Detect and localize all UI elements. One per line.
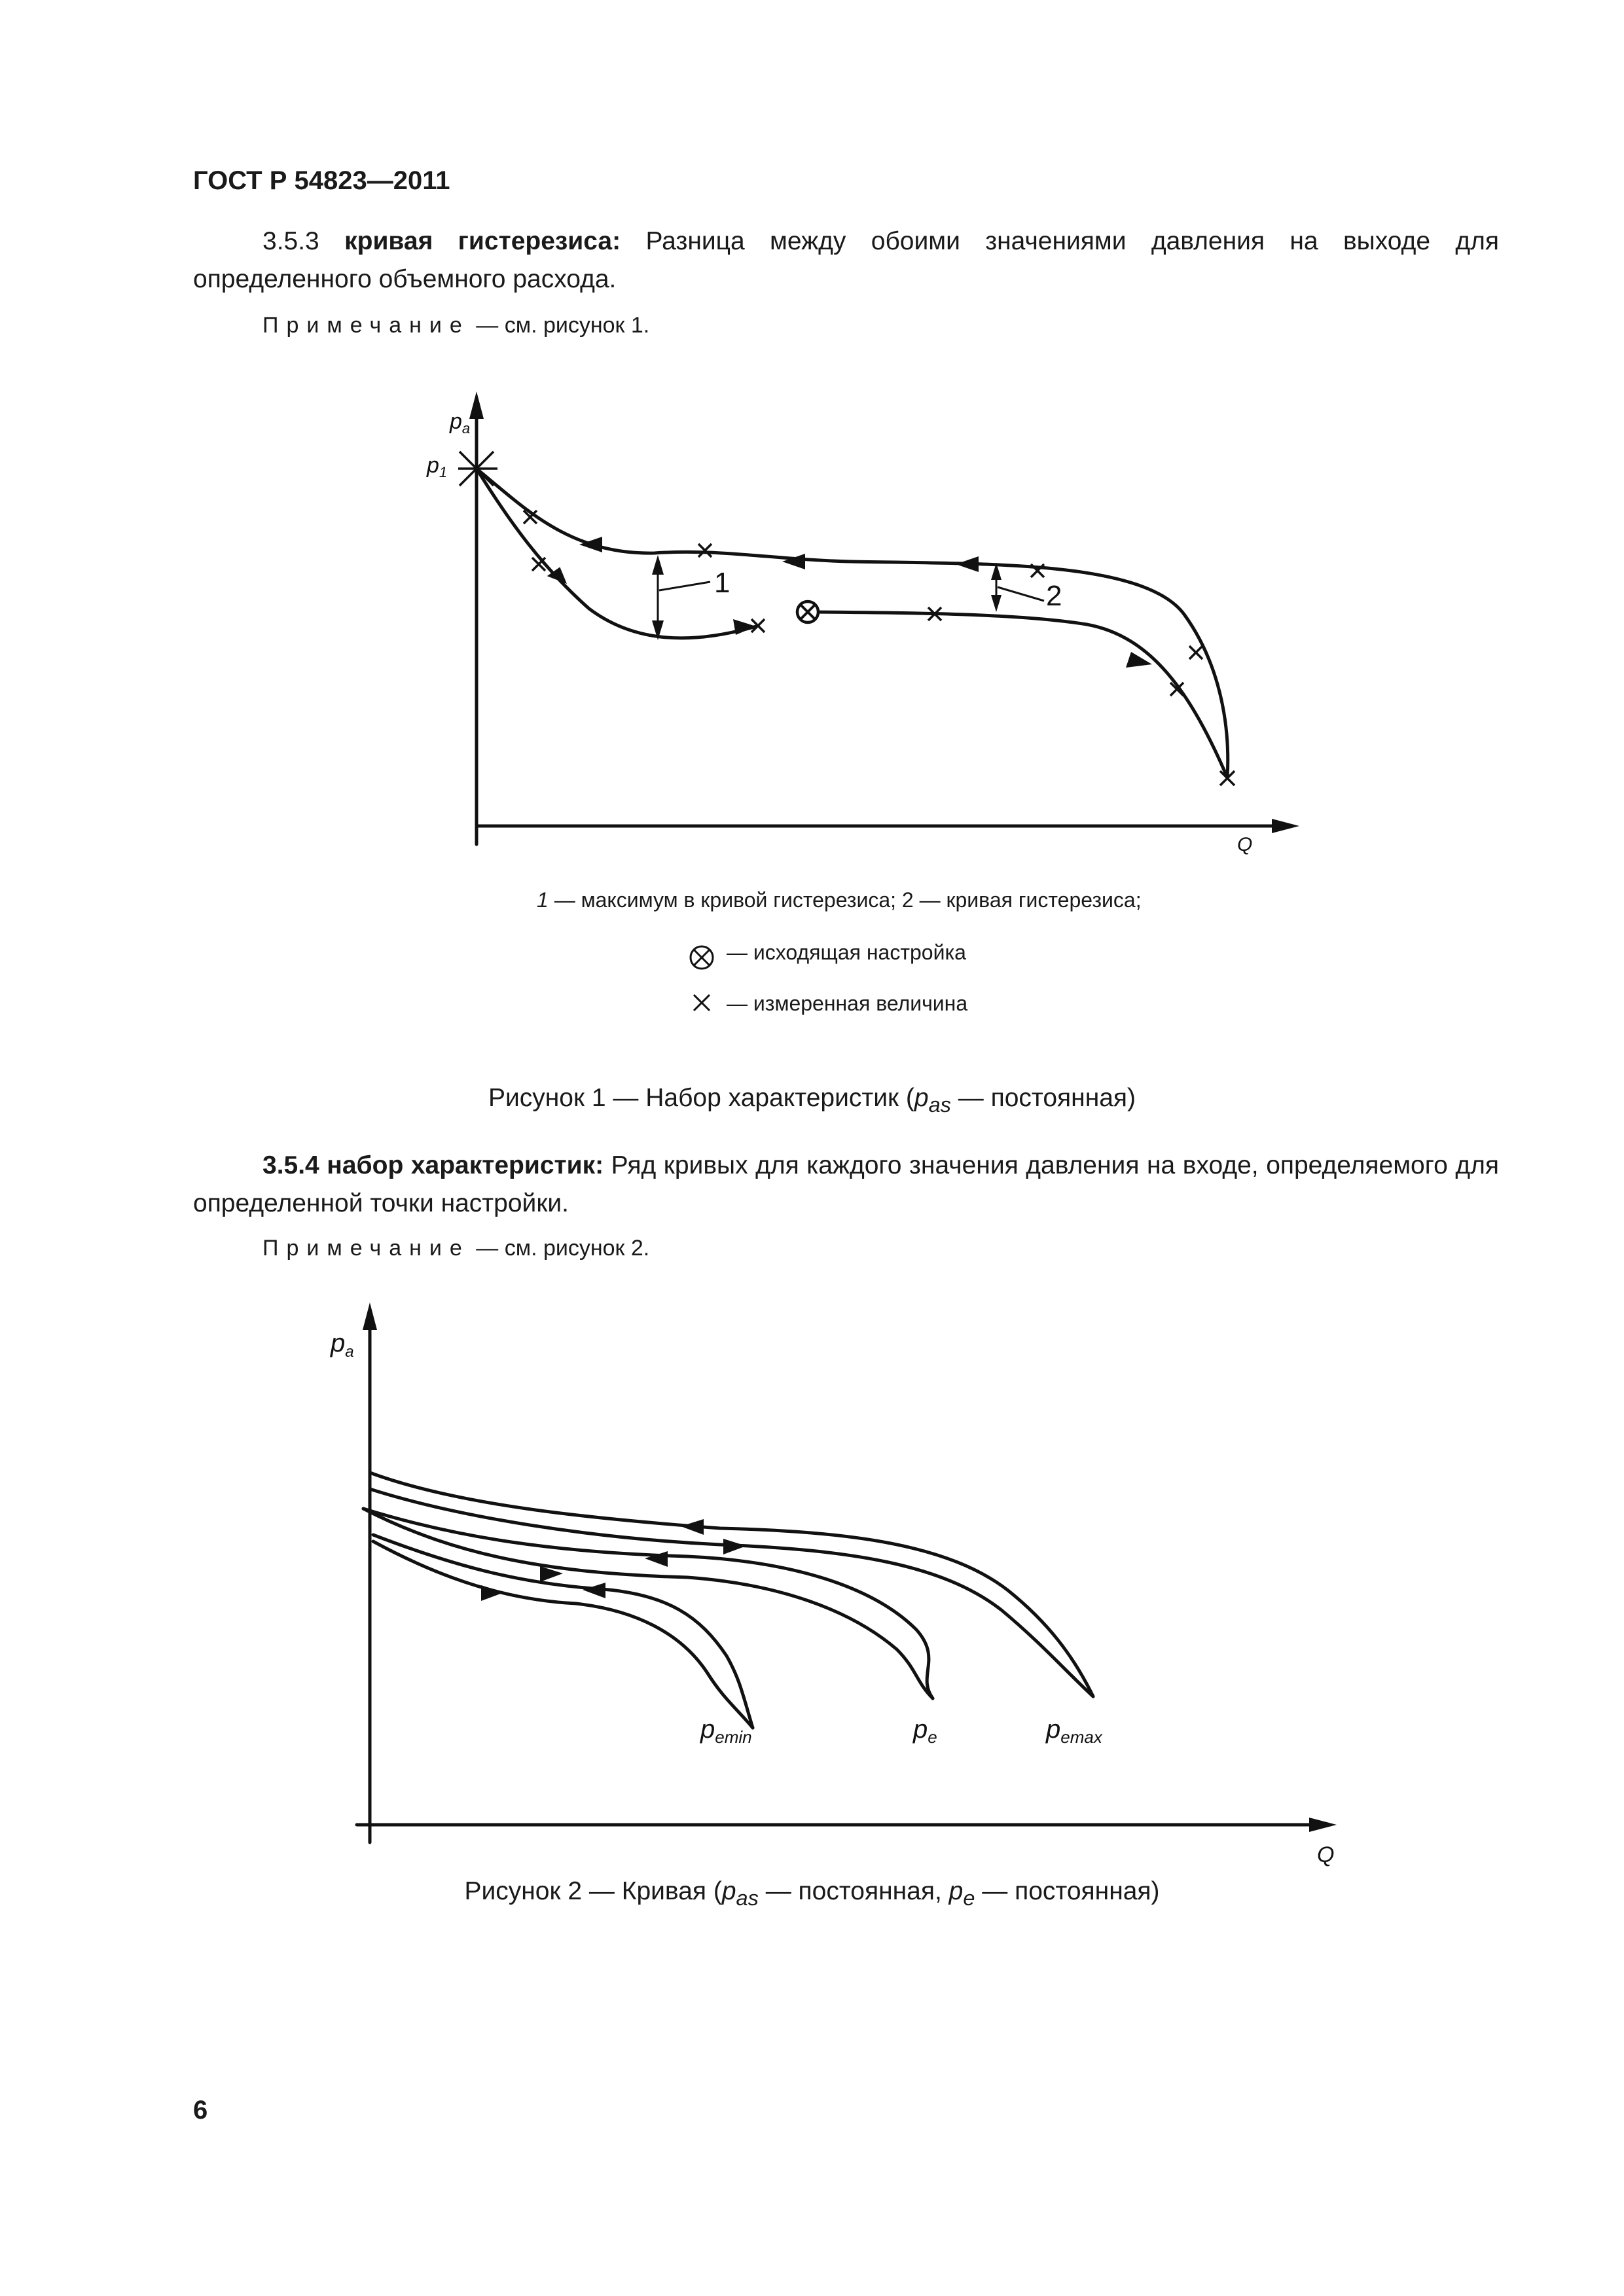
fig1-x-label: Q	[1237, 834, 1253, 855]
figure-2-caption: Рисунок 2 — Кривая ($p_{as}$ — постоянная, $p_e$ — постоянная)	[464, 1877, 1160, 1910]
fig2-curve-arrow	[583, 1583, 605, 1598]
fig2-label-pemin: $p_{emin}$	[700, 1715, 752, 1747]
fig1-measured-markers	[458, 449, 1235, 785]
figure-2	[330, 1302, 1337, 1867]
legend-line1-text: — максимум в кривой гистерезиса; 2 — кривая гистерезиса;	[554, 888, 1142, 912]
fig1-y-arrowhead	[469, 391, 484, 419]
figure-1	[426, 391, 1299, 855]
fig1-legend-setting: — исходящая настройка	[727, 941, 966, 964]
fig1-setting-marker	[797, 601, 818, 622]
legend-setting-icon	[691, 946, 713, 969]
term: набор характеристик:	[327, 1151, 604, 1179]
fig1-upper-curve	[477, 469, 1228, 778]
fig1-dim-2-arrow	[991, 595, 1001, 612]
section-number: 3.5.4	[262, 1151, 319, 1179]
note-label: Примечание	[262, 1236, 470, 1261]
fig1-legend-measured: — измеренная величина	[727, 992, 968, 1015]
fig2-y-label: $p_a$	[331, 1329, 354, 1361]
fig2-label-pemax: $p_{emax}$	[1046, 1715, 1102, 1747]
fig1-curve-arrow	[579, 537, 602, 552]
note-text: — см. рисунок 1.	[476, 313, 650, 338]
definition: Разница между обоими значениями давления на выходе для определенного объемного расхода.	[193, 227, 1500, 293]
definition: Ряд кривых для каждого значения давления на входе, определяемого для определенной точки настройки.	[193, 1151, 1499, 1217]
fig1-callout-2: 2	[1046, 580, 1062, 612]
fig2-label-pe: $p_e$	[913, 1715, 937, 1747]
fig1-curve-arrow	[782, 554, 805, 569]
fig1-curve-arrow	[956, 556, 979, 572]
fig1-callout-1: 1	[714, 567, 731, 599]
fig1-y-label: $p_a$	[450, 409, 471, 437]
fig1-p1-label: $p_1$	[427, 453, 448, 480]
legend-measured-icon	[694, 995, 710, 1011]
fig2-curve-arrow	[681, 1519, 704, 1535]
fig1-leader-1	[659, 582, 710, 590]
figure-1-caption: Рисунок 1 — Набор характеристик ($p_{as}$ — постоянная)	[488, 1084, 1136, 1117]
fig2-y-arrowhead	[363, 1302, 377, 1330]
fig2-x-label: Q	[1317, 1842, 1335, 1867]
section-number: 3.5.3	[262, 227, 319, 255]
term: кривая гистерезиса:	[344, 227, 621, 255]
note-3-5-4	[262, 1236, 649, 1261]
fig1-leader-2	[998, 587, 1044, 601]
page-number: 6	[193, 2096, 208, 2125]
document-header: ГОСТ Р 54823—2011	[193, 166, 450, 195]
legend-item-1: 1	[537, 888, 549, 912]
fig1-lower-right-curve	[810, 612, 1227, 778]
fig1-legend-line1	[537, 888, 1142, 912]
fig1-dim-1-arrow	[652, 555, 664, 575]
fig2-curve-emin-upper	[373, 1535, 753, 1728]
fig1-x-arrowhead	[1272, 819, 1299, 833]
note-text: — см. рисунок 2.	[476, 1236, 650, 1261]
fig2-curve-arrow	[723, 1539, 746, 1554]
fig2-curve-arrow	[481, 1585, 504, 1601]
section-3-5-4	[193, 1147, 1499, 1223]
note-label: Примечание	[262, 313, 470, 338]
fig2-x-arrowhead	[1309, 1818, 1337, 1832]
